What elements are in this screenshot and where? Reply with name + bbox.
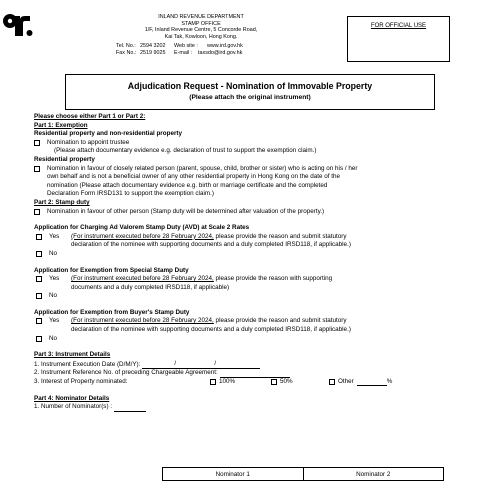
closely-related-line-4: Declaration Form IRSD131 to support the exemption claim.) <box>47 190 214 198</box>
bsd-yes-label: Yes <box>49 317 60 325</box>
ssd-heading: Application for Exemption from Special Stamp Duty <box>34 266 189 274</box>
ssd-no-option <box>34 292 454 301</box>
form-title: Adjudication Request - Nomination of Immovable Property <box>127 81 373 91</box>
interest-100-checkbox[interactable] <box>210 379 216 385</box>
nominator-count-row <box>34 403 454 412</box>
avd-note-line-2: declaration of the nominee with supporting documents and a duly completed IRSD118, if applicable.) <box>71 241 351 249</box>
tel-label: Tel. No.: <box>116 43 136 49</box>
avd-no-checkbox[interactable] <box>36 251 42 257</box>
res-nonres-heading: Residential property and non-residential property <box>34 130 183 138</box>
title-box <box>65 74 435 110</box>
execution-date-month-field[interactable] <box>176 360 216 370</box>
ssd-yes-option <box>34 275 454 292</box>
part2-heading: Part 2: Stamp duty <box>34 198 90 206</box>
official-use-label: FOR OFFICIAL USE <box>370 23 427 29</box>
trustee-note: (Please attach documentary evidence e.g. declaration of trust to support the exemption claim.) <box>54 147 317 155</box>
execution-date-row <box>34 360 454 370</box>
avd-note-rest: please provide the reason and submit statutory <box>213 232 347 240</box>
address-line-2: Kai Tak, Kowloon, Hong Kong. <box>164 33 238 40</box>
interest-100-label: 100% <box>219 378 236 386</box>
email-label: E-mail : <box>174 49 193 56</box>
execution-date-day-field[interactable] <box>142 360 176 370</box>
interest-other-label: Other <box>338 378 354 386</box>
ssd-no-label: No <box>49 292 58 300</box>
avd-yes-option <box>34 233 454 250</box>
interest-other-field[interactable] <box>357 378 387 386</box>
part3-heading: Part 3: Instrument Details <box>34 351 111 359</box>
nominator-count-field[interactable] <box>114 411 146 412</box>
interest-row <box>34 378 454 387</box>
closely-related-checkbox[interactable] <box>34 166 40 172</box>
bsd-note-underlined: (For instrument executed before 28 February 2024, <box>71 317 214 325</box>
department-header <box>115 14 287 40</box>
part1-heading: Part 1: Exemption <box>34 121 88 129</box>
web-address: www.ird.gov.hk <box>207 43 243 49</box>
nominator-count-label: 1. Number of Nominator(s) : <box>34 403 113 411</box>
bsd-no-label: No <box>49 334 58 342</box>
fax-number: 2519 9025 <box>140 49 166 56</box>
trustee-checkbox[interactable] <box>34 140 40 146</box>
avd-no-option <box>34 250 454 259</box>
official-use-box <box>347 16 450 62</box>
closely-related-line-2: own behalf and is not a beneficial owner of any other residential property in Hong Kong on the date of the <box>47 173 340 181</box>
reference-label: 2. Instrument Reference No. of preceding Chargeable Agreement: <box>34 369 218 377</box>
nominator-table-header <box>162 467 444 481</box>
percent-sign: % <box>386 378 393 386</box>
contact-info <box>116 43 243 57</box>
interest-50-checkbox[interactable] <box>271 379 277 385</box>
tel-number: 2594 3202 <box>140 43 166 49</box>
avd-yes-label: Yes <box>49 232 60 240</box>
trustee-option <box>34 139 454 148</box>
department-name: INLAND REVENUE DEPARTMENT <box>158 14 244 20</box>
bsd-yes-option <box>34 317 454 334</box>
date-separator-2: / <box>214 359 217 367</box>
bsd-note-line-2: declaration of the nominee with supporting documents and a duly completed IRSD118, if applicable.) <box>71 326 351 334</box>
form-subtitle: (Please attach the original instrument) <box>189 94 311 101</box>
interest-other-checkbox[interactable] <box>329 379 335 385</box>
ssd-note-line-2: documents and a duly completed IRSD118, if applicable) <box>71 283 230 291</box>
ird-logo <box>3 12 33 38</box>
ssd-note-rest: please provide the reason with supporting <box>213 275 333 283</box>
address-line-1: 1/F, Inland Revenue Centre, 5 Concorde Road, <box>144 27 258 34</box>
interest-label: 3. Interest of Property nominated: <box>34 378 128 386</box>
other-person-option <box>34 208 454 217</box>
closely-related-option <box>34 165 454 199</box>
avd-note-underlined: (For instrument executed before 28 February 2024, <box>71 232 214 240</box>
interest-50-label: 50% <box>280 378 293 386</box>
other-person-label: Nomination in favour of other person (Stamp duty will be determined after valuation of the property.) <box>47 207 325 215</box>
closely-related-line-3: nomination (Please attach documentary evidence e.g. birth or marriage certificate and the completed <box>47 181 328 189</box>
fax-label: Fax No.: <box>116 49 137 56</box>
avd-yes-checkbox[interactable] <box>36 234 42 240</box>
execution-date-label: 1. Instrument Execution Date (D/M/Y): <box>34 360 141 368</box>
nominator-1-header: Nominator 1 <box>215 471 250 478</box>
residential-heading: Residential property <box>34 155 95 163</box>
date-separator-1: / <box>174 359 177 367</box>
ssd-yes-label: Yes <box>49 275 60 283</box>
ssd-note-underlined: (For instrument executed before 28 February 2024, <box>71 275 214 283</box>
reference-row <box>34 369 454 378</box>
ssd-no-checkbox[interactable] <box>36 293 42 299</box>
bsd-heading: Application for Exemption from Buyer's Stamp Duty <box>34 308 190 316</box>
bsd-no-option <box>34 335 454 344</box>
other-person-checkbox[interactable] <box>34 209 40 215</box>
form-body <box>34 113 454 412</box>
bsd-no-checkbox[interactable] <box>36 336 42 342</box>
ssd-yes-checkbox[interactable] <box>36 276 42 282</box>
bsd-yes-checkbox[interactable] <box>36 318 42 324</box>
avd-heading: Application for Charging Ad Valorem Stamp Duty (AVD) at Scale 2 Rates <box>34 224 250 232</box>
web-label: Web site : <box>174 43 198 49</box>
office-name: STAMP OFFICE <box>181 20 221 27</box>
closely-related-line-1: Nomination in favour of closely related person (parent, spouse, child, brother or sister) who is acting on his / her <box>47 164 358 172</box>
choose-instruction: Please choose either Part 1 or Part 2: <box>34 113 146 120</box>
email-address: taxsdo@ird.gov.hk <box>198 49 243 56</box>
part4-heading: Part 4: Nominator Details <box>34 394 110 402</box>
avd-no-label: No <box>49 249 58 257</box>
trustee-label: Nomination to appoint trustee <box>47 138 130 146</box>
bsd-note-rest: please provide the reason and submit statutory <box>213 317 347 325</box>
nominator-2-header: Nominator 2 <box>303 468 444 480</box>
